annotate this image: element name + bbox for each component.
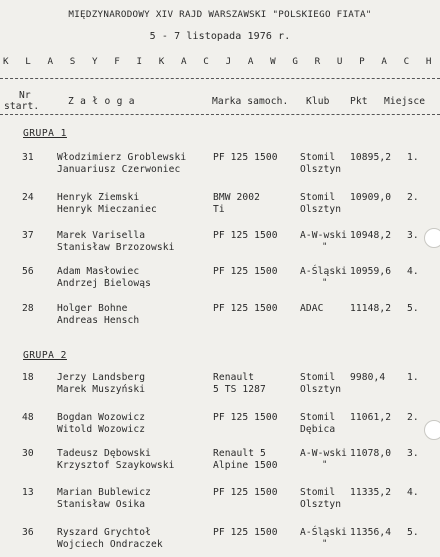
codriver-name: Stanisław Brzozowski bbox=[57, 242, 175, 253]
col-nr-line2: start. bbox=[4, 101, 40, 112]
car-model-line2: Alpine 1500 bbox=[213, 460, 278, 471]
header-separator-bottom bbox=[0, 114, 440, 115]
rally-dates: 5 - 7 listopada 1976 r. bbox=[149, 31, 291, 42]
driver-name: Ryszard Grychtoł bbox=[57, 527, 152, 538]
place: 2. bbox=[407, 412, 419, 423]
car-model: PF 125 1500 bbox=[213, 152, 278, 163]
place: 4. bbox=[407, 487, 419, 498]
place: 1. bbox=[407, 152, 419, 163]
points: 10948,2 bbox=[350, 230, 392, 241]
car-model-line2: Ti bbox=[213, 204, 225, 215]
club-location: Olsztyn bbox=[300, 164, 342, 175]
start-number: 24 bbox=[22, 192, 34, 203]
points: 11078,0 bbox=[350, 448, 392, 459]
car-model-line2: 5 TS 1287 bbox=[213, 384, 266, 395]
club-location: Olsztyn bbox=[300, 499, 342, 510]
club-location: " bbox=[322, 460, 328, 470]
codriver-name: Marek Muszyński bbox=[57, 384, 146, 395]
club-location: Olsztyn bbox=[300, 384, 342, 395]
club-name: Stomil bbox=[300, 152, 336, 163]
group-heading: GRUPA 2 bbox=[23, 350, 67, 361]
club-location: " bbox=[322, 278, 328, 288]
points: 11061,2 bbox=[350, 412, 392, 423]
codriver-name: Andrzej Bielowąs bbox=[57, 278, 152, 289]
car-model: PF 125 1500 bbox=[213, 266, 278, 277]
club-name: Stomil bbox=[300, 372, 336, 383]
car-model: PF 125 1500 bbox=[213, 412, 278, 423]
start-number: 18 bbox=[22, 372, 34, 383]
start-number: 13 bbox=[22, 487, 34, 498]
codriver-name: Stanisław Osika bbox=[57, 499, 146, 510]
start-number: 48 bbox=[22, 412, 34, 423]
points: 10959,6 bbox=[350, 266, 392, 277]
punch-hole bbox=[424, 420, 440, 440]
start-number: 36 bbox=[22, 527, 34, 538]
points: 10909,0 bbox=[350, 192, 392, 203]
points: 9980,4 bbox=[350, 372, 386, 383]
driver-name: Włodzimierz Groblewski bbox=[57, 152, 187, 163]
points: 11148,2 bbox=[350, 303, 392, 314]
codriver-name: Witold Wozowicz bbox=[57, 424, 146, 435]
car-model: PF 125 1500 bbox=[213, 487, 278, 498]
club-name: Stomil bbox=[300, 487, 336, 498]
points: 11356,4 bbox=[350, 527, 392, 538]
club-name: A-W-wski bbox=[300, 448, 348, 459]
col-points: Pkt bbox=[350, 96, 368, 107]
club-location: Olsztyn bbox=[300, 204, 342, 215]
driver-name: Marian Bublewicz bbox=[57, 487, 152, 498]
start-number: 30 bbox=[22, 448, 34, 459]
col-club: Klub bbox=[306, 96, 330, 107]
codriver-name: Andreas Hensch bbox=[57, 315, 140, 326]
group-heading: GRUPA 1 bbox=[23, 128, 67, 139]
header-separator-top bbox=[0, 78, 440, 79]
driver-name: Holger Bohne bbox=[57, 303, 128, 314]
club-name: Stomil bbox=[300, 192, 336, 203]
place: 3. bbox=[407, 448, 419, 459]
driver-name: Henryk Ziemski bbox=[57, 192, 140, 203]
club-name: Stomil bbox=[300, 412, 336, 423]
club-location: " bbox=[322, 242, 328, 252]
club-name: A-W-wski bbox=[300, 230, 348, 241]
driver-name: Adam Masłowiec bbox=[57, 266, 140, 277]
place: 3. bbox=[407, 230, 419, 241]
col-crew: Z a ł o g a bbox=[68, 96, 135, 107]
driver-name: Bogdan Wozowicz bbox=[57, 412, 146, 423]
place: 1. bbox=[407, 372, 419, 383]
car-model: BMW 2002 bbox=[213, 192, 261, 203]
col-nr-line1: Nr bbox=[19, 90, 31, 101]
driver-name: Marek Varisella bbox=[57, 230, 146, 241]
codriver-name: Wojciech Ondraczek bbox=[57, 539, 163, 550]
points: 10895,2 bbox=[350, 152, 392, 163]
car-model: PF 125 1500 bbox=[213, 230, 278, 241]
start-number: 28 bbox=[22, 303, 34, 314]
col-place: Miejsce bbox=[384, 96, 426, 107]
club-name: A-Śląski bbox=[300, 527, 348, 538]
car-model: PF 125 1500 bbox=[213, 303, 278, 314]
driver-name: Tadeusz Dębowski bbox=[57, 448, 152, 459]
start-number: 31 bbox=[22, 152, 34, 163]
driver-name: Jerzy Landsberg bbox=[57, 372, 146, 383]
club-name: A-Śląski bbox=[300, 266, 348, 277]
start-number: 37 bbox=[22, 230, 34, 241]
place: 5. bbox=[407, 303, 419, 314]
club-name: ADAC bbox=[300, 303, 324, 314]
points: 11335,2 bbox=[350, 487, 392, 498]
club-location: " bbox=[322, 539, 328, 549]
punch-hole bbox=[424, 228, 440, 248]
car-model: PF 125 1500 bbox=[213, 527, 278, 538]
col-car: Marka samoch. bbox=[212, 96, 289, 107]
codriver-name: Krzysztof Szaykowski bbox=[57, 460, 175, 471]
place: 2. bbox=[407, 192, 419, 203]
rally-title: MIĘDZYNARODOWY XIV RAJD WARSZAWSKI "POLSKIEGO FIATA" bbox=[68, 9, 372, 20]
car-model: Renault bbox=[213, 372, 255, 383]
car-model: Renault 5 bbox=[213, 448, 266, 459]
codriver-name: Januariusz Czerwoniec bbox=[57, 164, 181, 175]
start-number: 56 bbox=[22, 266, 34, 277]
codriver-name: Henryk Mieczaniec bbox=[57, 204, 157, 215]
place: 4. bbox=[407, 266, 419, 277]
classification-title: K L A S Y F I K A C J A W G R U P A C H bbox=[2, 56, 438, 67]
club-location: Dębica bbox=[300, 424, 336, 435]
place: 5. bbox=[407, 527, 419, 538]
